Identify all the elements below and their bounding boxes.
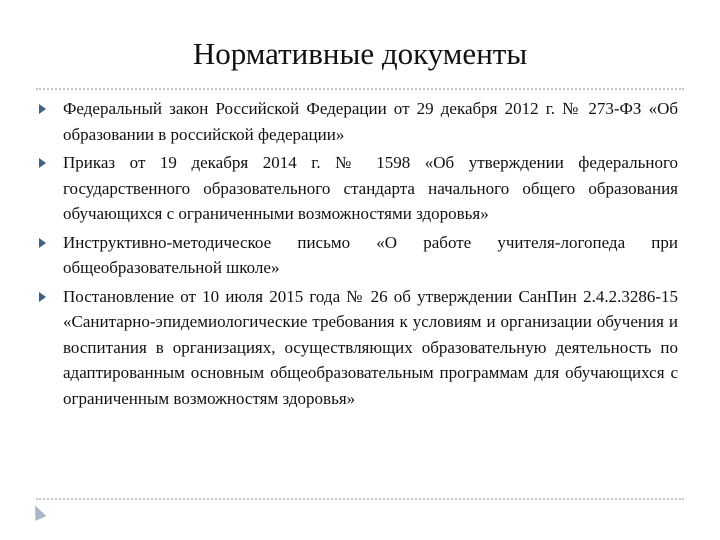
list-item	[38, 230, 678, 281]
list-item	[38, 284, 678, 412]
list-item-text: Постановление от 10 июля 2015 года № 26 об утверждении СанПин 2.4.2.3286-15 «Санитарно-эпидемиологические требования к условиям и организации обучения и воспитания в организациях, осуществляющих образовательную деятельность по адаптированным основным общеобразовательным программам для обучающихся с ограниченным возможностям здоровья»	[63, 286, 678, 408]
title-divider	[36, 88, 684, 90]
slide-title: Нормативные документы	[192, 36, 528, 71]
navigation-arrow-icon[interactable]	[30, 503, 47, 521]
list-item-text: Инструктивно-методическое письмо «О работе учителя-логопеда при общеобразовательной школе»	[63, 232, 678, 277]
list-item-text: Федеральный закон Российской Федерации от 29 декабря 2012 г. № 273-ФЗ «Об образовании в российской федерации»	[63, 99, 678, 144]
triangle-bullet-icon	[39, 158, 46, 168]
footer-divider	[36, 498, 684, 500]
triangle-bullet-icon	[39, 104, 46, 114]
triangle-bullet-icon	[39, 292, 46, 302]
document-list	[38, 96, 678, 414]
triangle-bullet-icon	[39, 238, 46, 248]
list-item-text: Приказ от 19 декабря 2014 г. № 1598 «Об утверждении федерального государственного образовательного стандарта начального общего образования обучающихся с ограниченными возможностями здоровья»	[63, 153, 678, 223]
list-item	[38, 150, 678, 227]
list-item	[38, 96, 678, 147]
